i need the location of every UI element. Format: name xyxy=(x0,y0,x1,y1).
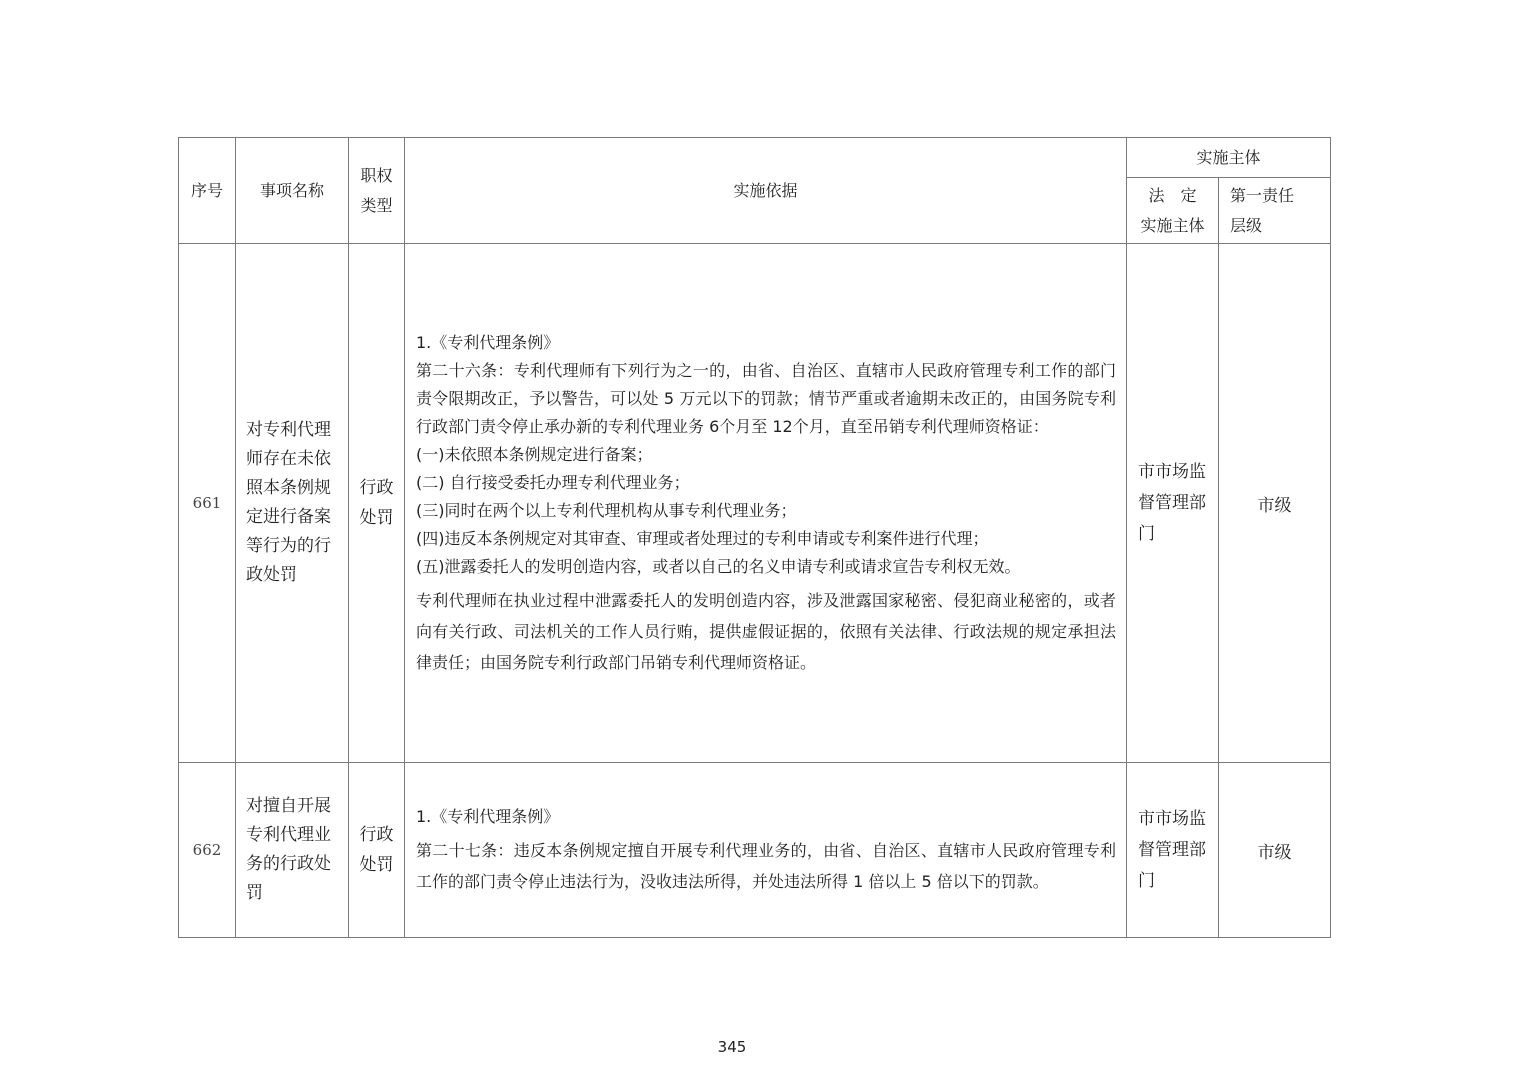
row-type-text: 行政处罚 xyxy=(359,478,394,528)
basis-line: 专利代理师在执业过程中泄露委托人的发明创造内容，涉及泄露国家秘密、侵犯商业秘密的，或者向有关行政、司法机关的工作人员行贿，提供虚假证据的，依照有关法律、行政法规的规定承担法律责任；由国务院专利行政部门吊销专利代理师资格证。 xyxy=(416,590,1116,672)
header-type-text: 职权类型 xyxy=(360,165,393,215)
enforcement-table xyxy=(178,137,1331,938)
row-name: 对擅自开展专利代理业务的行政处罚 xyxy=(236,763,349,938)
basis-line: 1.《专利代理条例》 xyxy=(416,332,560,352)
row-subject: 市市场监督管理部门 xyxy=(1127,244,1219,763)
row-level: 市级 xyxy=(1219,244,1331,763)
row-basis xyxy=(405,763,1127,938)
basis-line: (五)泄露委托人的发明创造内容，或者以自己的名义申请专利或请求宣告专利权无效。 xyxy=(416,556,1021,576)
basis-line: (一)未依照本条例规定进行备案； xyxy=(416,444,653,464)
table-row xyxy=(179,244,1331,763)
header-name: 事项名称 xyxy=(236,138,349,244)
row-type xyxy=(349,763,405,938)
row-subject: 市市场监督管理部门 xyxy=(1127,763,1219,938)
table-row xyxy=(179,763,1331,938)
row-type xyxy=(349,244,405,763)
header-basis: 实施依据 xyxy=(405,138,1127,244)
basis-line: (四)违反本条例规定对其审查、审理或者处理过的专利申请或专利案件进行代理； xyxy=(416,528,989,548)
page-number: 345 xyxy=(717,1038,747,1056)
header-legal-subject: 法 定 实施主体 xyxy=(1127,178,1219,244)
basis-line: 第二十六条：专利代理师有下列行为之一的，由省、自治区、直辖市人民政府管理专利工作的部门责令限期改正，予以警告，可以处 5 万元以下的罚款；情节严重或者逾期未改正的，由国务院专利行政部门责令停止承办新的专利代理业务 6个月至 12个月，直至吊销专利代理师资格证： xyxy=(416,360,1116,436)
row-seq: 661 xyxy=(179,244,236,763)
header-seq: 序号 xyxy=(179,138,236,244)
header-subject: 实施主体 xyxy=(1127,138,1331,178)
row-level: 市级 xyxy=(1219,763,1331,938)
basis-line: (三)同时在两个以上专利代理机构从事专利代理业务； xyxy=(416,500,797,520)
row-name: 对专利代理师存在未依照本条例规定进行备案等行为的行政处罚 xyxy=(236,244,349,763)
row-seq: 662 xyxy=(179,763,236,938)
basis-line: 第二十七条：违反本条例规定擅自开展专利代理业务的，由省、自治区、直辖市人民政府管理专利工作的部门责令停止违法行为，没收违法所得，并处违法所得 1 倍以上 5 倍以下的罚款。 xyxy=(416,841,1116,891)
basis-line: (二) 自行接受委托办理专利代理业务； xyxy=(416,472,690,492)
header-type xyxy=(349,138,405,244)
basis-line: 1.《专利代理条例》 xyxy=(416,807,560,826)
row-type-text: 行政处罚 xyxy=(359,825,394,875)
header-first-level: 第一责任 层级 xyxy=(1219,178,1331,244)
row-basis xyxy=(405,244,1127,763)
